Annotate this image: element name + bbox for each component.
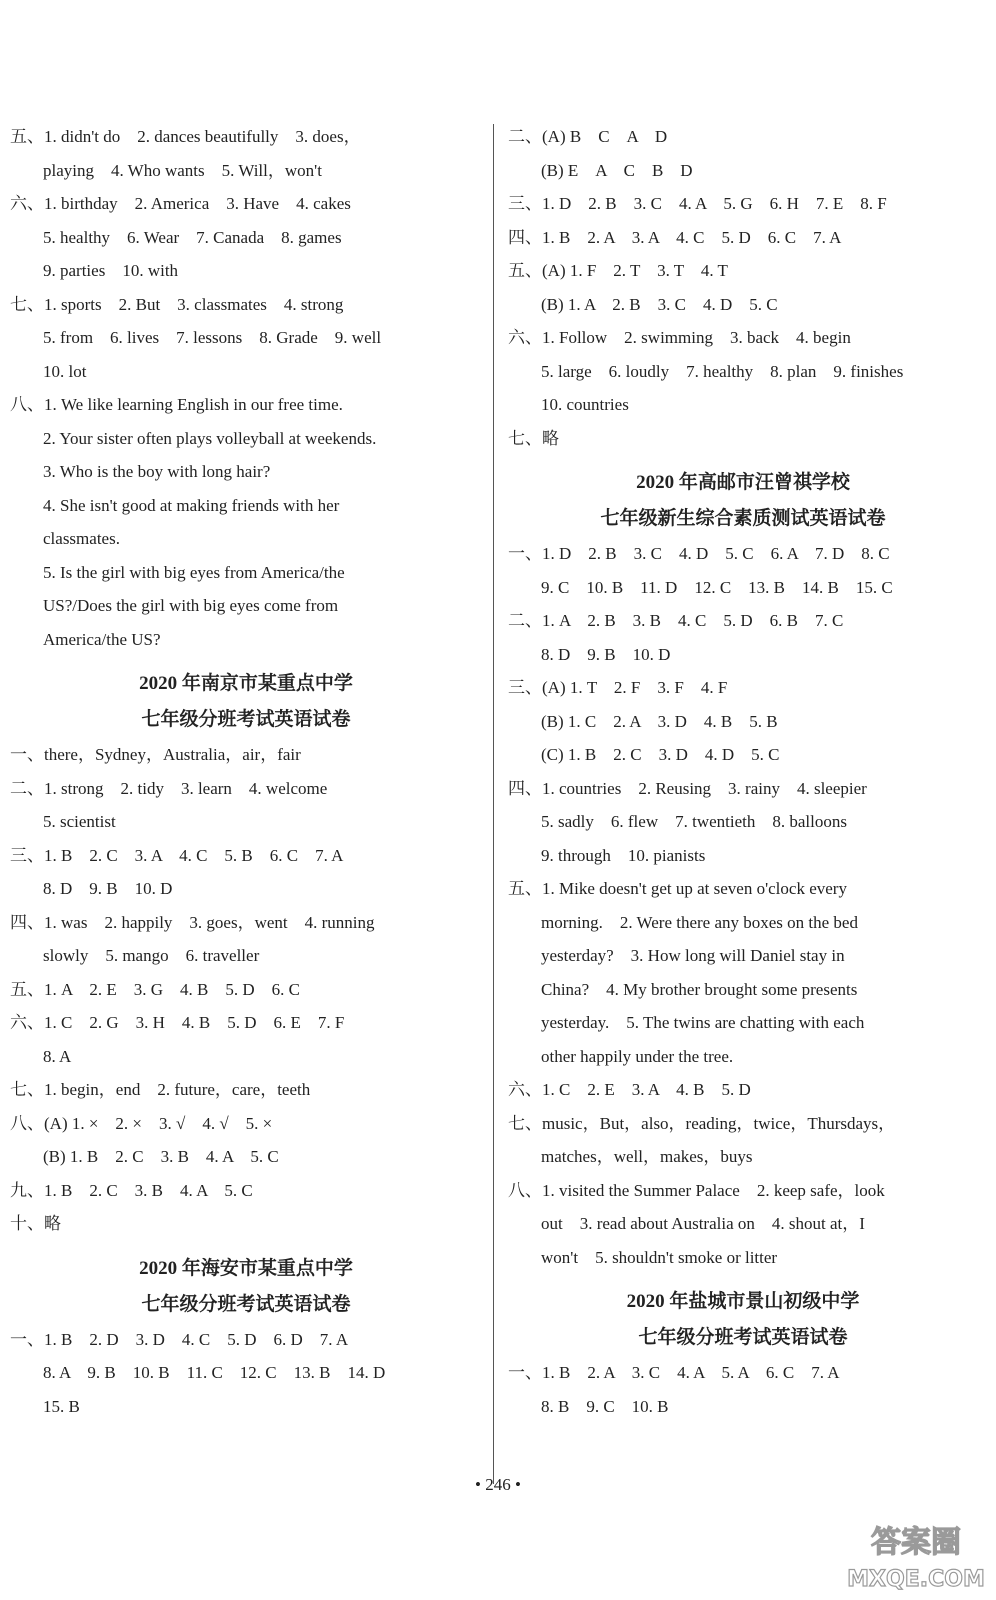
answer-line: 3. Who is the boy with long hair? [43, 462, 271, 481]
answer-line: matches，well，makes，buys [541, 1147, 753, 1166]
answer-line: 5. Is the girl with big eyes from America/the [43, 562, 345, 582]
column-divider [493, 124, 494, 1484]
answer-line: 5. from 6. lives 7. lessons 8. Grade 9. well [43, 328, 382, 347]
watermark-bottom-text: MXQE.COM [847, 1567, 985, 1592]
answer-line: 七、略 [508, 428, 559, 448]
section-title: 2020 年盐城市景山初级中学 [626, 1291, 860, 1312]
section-title: 七年级新生综合素质测试英语试卷 [600, 508, 886, 529]
section-title: 2020 年高邮市汪曾祺学校 [636, 472, 850, 493]
answer-line: 8. A [43, 1046, 72, 1066]
answer-line: morning. 2. Were there any boxes on the bed [541, 912, 858, 932]
answer-line: 六、1. Follow 2. swimming 3. back 4. begin [508, 328, 851, 347]
answer-line: (B) E A C B D [541, 160, 693, 180]
answer-line: 八、(A) 1. × 2. × 3. √ 4. √ 5. × [10, 1113, 273, 1133]
right-column [508, 120, 978, 1423]
answer-line: 十、略 [10, 1214, 61, 1233]
answer-line: 八、1. We like learning English in our free time. [10, 395, 343, 414]
answer-line: won't 5. shouldn't smoke or litter [541, 1247, 778, 1267]
answer-line: 2. Your sister often plays volleyball at weekends. [43, 428, 377, 448]
answer-line: 五、1. A 2. E 3. G 4. B 5. D 6. C [10, 979, 300, 999]
answer-line: America/the US? [43, 629, 161, 649]
answer-line: out 3. read about Australia on 4. shout at，I [541, 1214, 865, 1233]
answer-line: 五、1. Mike doesn't get up at seven o'clock every [508, 879, 847, 898]
answer-line: (B) 1. A 2. B 3. C 4. D 5. C [541, 294, 778, 314]
answer-line: 三、1. B 2. C 3. A 4. C 5. B 6. C 7. A [10, 845, 344, 865]
answer-line: classmates. [43, 529, 120, 548]
answer-line: 三、(A) 1. T 2. F 3. F 4. F [508, 678, 728, 697]
section-title: 2020 年南京市某重点中学 [139, 673, 353, 694]
answer-line: 六、1. C 2. E 3. A 4. B 5. D [508, 1080, 751, 1099]
left-column [10, 120, 482, 1423]
answer-line: 二、1. A 2. B 3. B 4. C 5. D 6. B 7. C [508, 611, 844, 630]
answer-line: 九、1. B 2. C 3. B 4. A 5. C [10, 1180, 253, 1200]
answer-line: 8. A 9. B 10. B 11. C 12. C 13. B 14. D [43, 1363, 386, 1382]
page-number: • 246 • [475, 1475, 521, 1494]
answer-line: playing 4. Who wants 5. Will，won't [43, 160, 322, 180]
answer-line: 10. lot [43, 361, 87, 381]
answer-line: 9. parties 10. with [43, 261, 179, 280]
answer-line: 5. healthy 6. Wear 7. Canada 8. games [43, 227, 342, 247]
answer-line: 一、1. D 2. B 3. C 4. D 5. C 6. A 7. D 8. C [508, 544, 890, 563]
answer-line: 10. countries [541, 395, 629, 414]
answer-line: 8. B 9. C 10. B [541, 1396, 669, 1416]
answer-line: 六、1. C 2. G 3. H 4. B 5. D 6. E 7. F [10, 1013, 345, 1032]
answer-line: other happily under the tree. [541, 1046, 734, 1066]
answer-line: China? 4. My brother brought some presents [541, 979, 858, 999]
answer-line: slowly 5. mango 6. traveller [43, 946, 260, 965]
answer-line: 四、1. was 2. happily 3. goes，went 4. running [10, 912, 375, 932]
answer-line: 5. large 6. loudly 7. healthy 8. plan 9. finishes [541, 361, 904, 381]
watermark-top-text: 答案圈 [871, 1525, 961, 1560]
answer-line: 五、(A) 1. F 2. T 3. T 4. T [508, 261, 728, 280]
answer-line: 9. C 10. B 11. D 12. C 13. B 14. B 15. C [541, 577, 893, 597]
answer-line: 8. D 9. B 10. D [541, 644, 671, 664]
answer-line: 七、1. begin，end 2. future，care，teeth [10, 1080, 311, 1099]
answer-line: (B) 1. C 2. A 3. D 4. B 5. B [541, 711, 778, 731]
answer-line: 15. B [43, 1396, 80, 1416]
answer-line: 一、there，Sydney，Australia，air，fair [10, 745, 301, 764]
answer-line: yesterday? 3. How long will Daniel stay in [541, 946, 845, 965]
section-title: 七年级分班考试英语试卷 [141, 1293, 351, 1315]
answer-line: 二、(A) B C A D [508, 127, 668, 146]
answer-line: (C) 1. B 2. C 3. D 4. D 5. C [541, 745, 780, 764]
watermark-logo [847, 1516, 985, 1594]
answer-line: (B) 1. B 2. C 3. B 4. A 5. C [43, 1147, 279, 1166]
answer-line: US?/Does the girl with big eyes come from [43, 596, 339, 615]
answer-line: 一、1. B 2. D 3. D 4. C 5. D 6. D 7. A [10, 1329, 349, 1349]
answer-line: 四、1. B 2. A 3. A 4. C 5. D 6. C 7. A [508, 227, 842, 247]
answer-line: 七、music，But，also，reading，twice，Thursdays， [508, 1113, 896, 1133]
answer-line: 八、1. visited the Summer Palace 2. keep safe，look [508, 1180, 885, 1200]
answer-line: 二、1. strong 2. tidy 3. learn 4. welcome [10, 778, 328, 798]
answer-line: 七、1. sports 2. But 3. classmates 4. strong [10, 294, 344, 314]
answer-line: 六、1. birthday 2. America 3. Have 4. cakes [10, 194, 351, 213]
section-title: 七年级分班考试英语试卷 [141, 709, 351, 730]
answer-line: yesterday. 5. The twins are chatting with each [541, 1013, 865, 1032]
section-title: 2020 年海安市某重点中学 [139, 1257, 353, 1279]
answer-line: 5. scientist [43, 812, 116, 831]
answer-line: 五、1. didn't do 2. dances beautifully 3. does， [10, 127, 361, 146]
answer-line: 四、1. countries 2. Reusing 3. rainy 4. sleepier [508, 778, 867, 798]
answer-line: 一、1. B 2. A 3. C 4. A 5. A 6. C 7. A [508, 1363, 840, 1382]
answer-line: 4. She isn't good at making friends with her [43, 495, 340, 515]
answer-line: 9. through 10. pianists [541, 845, 706, 865]
answer-line: 5. sadly 6. flew 7. twentieth 8. balloons [541, 812, 847, 831]
answer-line: 三、1. D 2. B 3. C 4. A 5. G 6. H 7. E 8. F [508, 194, 887, 213]
section-title: 七年级分班考试英语试卷 [638, 1327, 848, 1348]
answer-line: 8. D 9. B 10. D [43, 879, 173, 898]
